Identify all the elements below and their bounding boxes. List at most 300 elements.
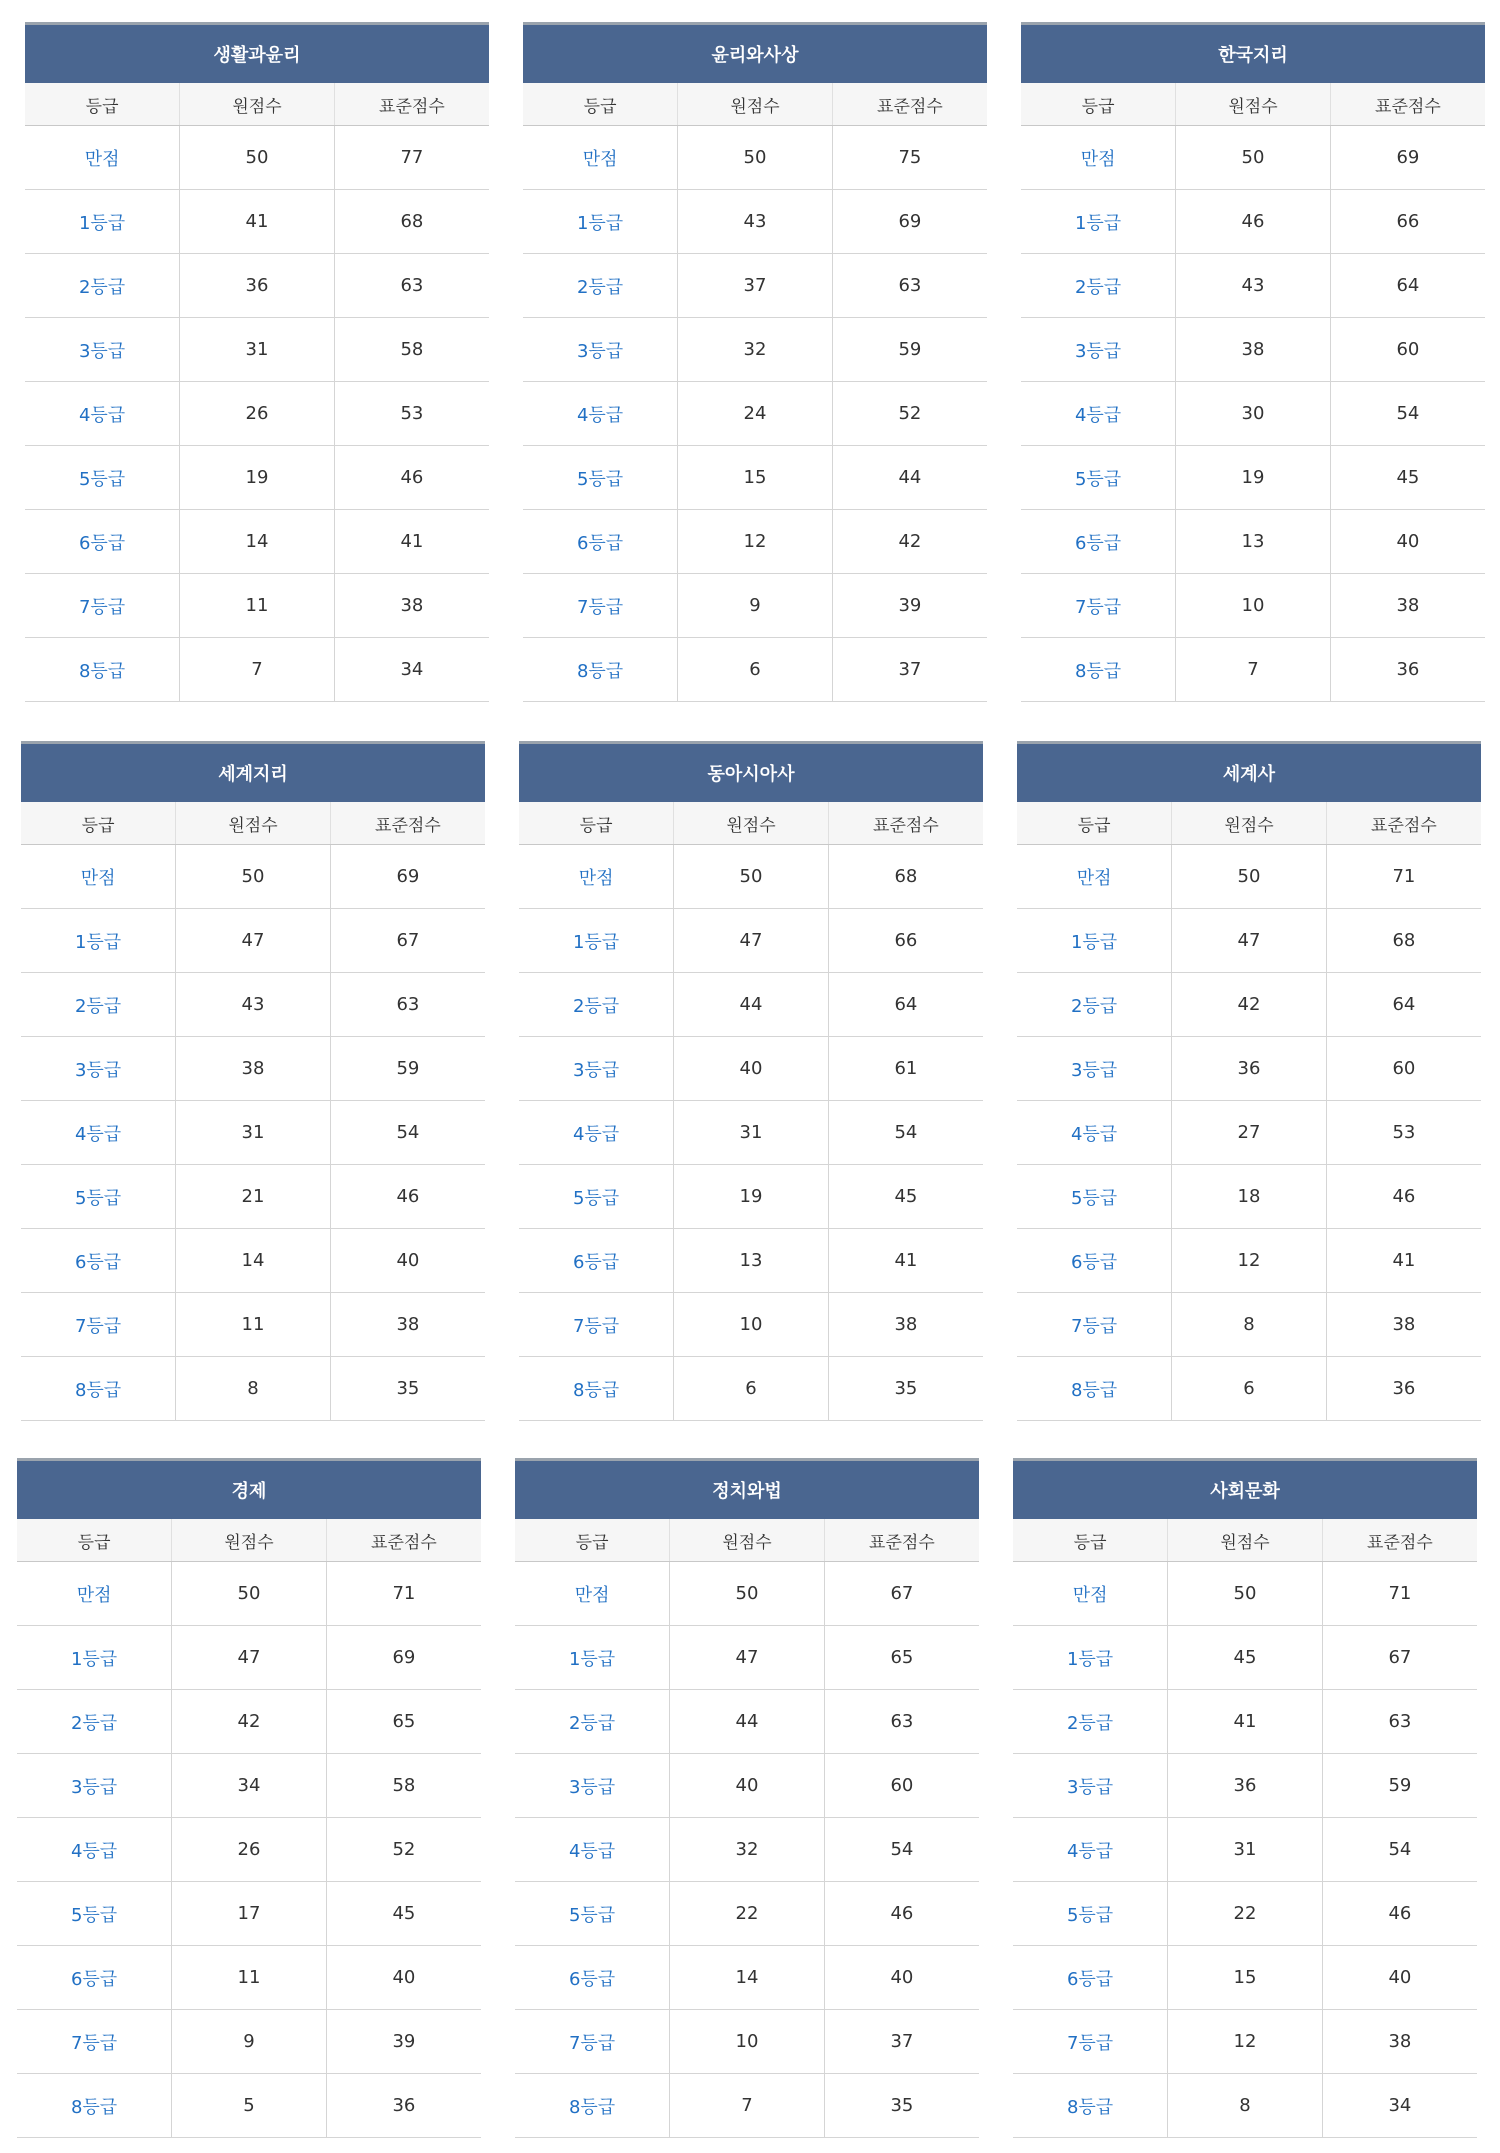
grade-cell: 4등급	[1017, 1101, 1172, 1165]
standard-score-cell: 44	[832, 446, 987, 510]
table-row	[25, 574, 489, 638]
standard-score-column-header: 표준점수	[1326, 802, 1481, 845]
standard-score-cell: 65	[326, 1690, 481, 1754]
grade-cell: 2등급	[21, 973, 176, 1037]
table-row	[21, 1165, 485, 1229]
table-row	[1021, 126, 1485, 190]
grade-cell: 8등급	[25, 638, 180, 702]
subject-title: 세계사	[1017, 743, 1481, 803]
raw-score-cell: 26	[180, 382, 335, 446]
table-row	[1021, 574, 1485, 638]
raw-score-cell: 31	[1168, 1818, 1323, 1882]
raw-score-cell: 19	[180, 446, 335, 510]
raw-score-cell: 17	[172, 1882, 327, 1946]
grade-cell: 8등급	[1017, 1357, 1172, 1421]
score-table	[17, 1458, 481, 2138]
standard-score-cell: 40	[326, 1946, 481, 2010]
grade-cell: 만점	[523, 126, 678, 190]
score-table	[515, 1458, 979, 2138]
raw-score-cell: 12	[1172, 1229, 1327, 1293]
table-row	[21, 973, 485, 1037]
standard-score-column-header: 표준점수	[824, 1519, 979, 1562]
table-row	[21, 909, 485, 973]
raw-score-cell: 50	[1168, 1562, 1323, 1626]
grade-cell: 7등급	[1013, 2010, 1168, 2074]
subject-title-row	[1017, 743, 1481, 803]
grade-cell: 6등급	[17, 1946, 172, 2010]
standard-score-cell: 39	[832, 574, 987, 638]
table-row	[523, 254, 987, 318]
standard-score-cell: 40	[1330, 510, 1485, 574]
standard-score-cell: 63	[330, 973, 485, 1037]
standard-score-column-header: 표준점수	[326, 1519, 481, 1562]
grade-cell: 1등급	[17, 1626, 172, 1690]
table-row	[523, 190, 987, 254]
score-table	[21, 741, 485, 1421]
raw-score-column-header: 원점수	[1168, 1519, 1323, 1562]
grade-cell: 2등급	[1021, 254, 1176, 318]
grade-cell: 4등급	[1013, 1818, 1168, 1882]
column-header-row	[25, 83, 489, 126]
grade-cell: 만점	[515, 1562, 670, 1626]
raw-score-cell: 22	[670, 1882, 825, 1946]
raw-score-cell: 50	[1176, 126, 1331, 190]
table-row	[17, 2074, 481, 2138]
table-row	[25, 254, 489, 318]
grade-column-header: 등급	[21, 802, 176, 845]
table-row	[25, 318, 489, 382]
standard-score-cell: 77	[334, 126, 489, 190]
standard-score-cell: 67	[330, 909, 485, 973]
subject-title-row	[523, 24, 987, 84]
standard-score-cell: 66	[1330, 190, 1485, 254]
raw-score-cell: 47	[172, 1626, 327, 1690]
raw-score-cell: 32	[678, 318, 833, 382]
table-row	[515, 1946, 979, 2010]
standard-score-cell: 69	[1330, 126, 1485, 190]
grade-cell: 1등급	[523, 190, 678, 254]
grade-cell: 7등급	[17, 2010, 172, 2074]
standard-score-cell: 46	[1326, 1165, 1481, 1229]
score-table	[1017, 741, 1481, 1421]
table-row	[25, 126, 489, 190]
standard-score-cell: 68	[334, 190, 489, 254]
raw-score-cell: 22	[1168, 1882, 1323, 1946]
standard-score-cell: 71	[1326, 845, 1481, 909]
table-row	[523, 318, 987, 382]
table-row	[523, 126, 987, 190]
raw-score-cell: 21	[176, 1165, 331, 1229]
raw-score-column-header: 원점수	[180, 83, 335, 126]
table-row	[1013, 1946, 1477, 2010]
table-row	[1013, 1754, 1477, 1818]
table-row	[1013, 1562, 1477, 1626]
standard-score-cell: 65	[824, 1626, 979, 1690]
standard-score-cell: 63	[824, 1690, 979, 1754]
grade-cell: 3등급	[523, 318, 678, 382]
raw-score-cell: 36	[180, 254, 335, 318]
table-row	[1013, 1626, 1477, 1690]
table-row	[515, 1882, 979, 1946]
standard-score-cell: 68	[828, 845, 983, 909]
raw-score-cell: 11	[172, 1946, 327, 2010]
grade-cell: 6등급	[515, 1946, 670, 2010]
grade-cell: 만점	[1017, 845, 1172, 909]
table-row	[1017, 845, 1481, 909]
raw-score-cell: 32	[670, 1818, 825, 1882]
grade-cell: 만점	[25, 126, 180, 190]
raw-score-cell: 42	[1172, 973, 1327, 1037]
table-row	[17, 1562, 481, 1626]
table-row	[25, 190, 489, 254]
table-row	[519, 909, 983, 973]
grade-cell: 1등급	[21, 909, 176, 973]
grade-cell: 5등급	[25, 446, 180, 510]
standard-score-cell: 54	[1330, 382, 1485, 446]
grade-cell: 6등급	[1013, 1946, 1168, 2010]
table-row	[519, 845, 983, 909]
table-row	[523, 446, 987, 510]
raw-score-cell: 14	[176, 1229, 331, 1293]
table-row	[1017, 973, 1481, 1037]
table-row	[1017, 1357, 1481, 1421]
standard-score-cell: 64	[828, 973, 983, 1037]
raw-score-column-header: 원점수	[1176, 83, 1331, 126]
column-header-row	[523, 83, 987, 126]
table-row	[1017, 1229, 1481, 1293]
raw-score-cell: 30	[1176, 382, 1331, 446]
raw-score-cell: 42	[172, 1690, 327, 1754]
grade-cell: 5등급	[515, 1882, 670, 1946]
standard-score-column-header: 표준점수	[828, 802, 983, 845]
standard-score-cell: 34	[334, 638, 489, 702]
raw-score-cell: 50	[1172, 845, 1327, 909]
grade-cell: 6등급	[523, 510, 678, 574]
subject-title-row	[519, 743, 983, 803]
raw-score-cell: 11	[180, 574, 335, 638]
raw-score-column-header: 원점수	[1172, 802, 1327, 845]
grade-cell: 7등급	[519, 1293, 674, 1357]
grade-cell: 2등급	[523, 254, 678, 318]
grade-cell: 7등급	[25, 574, 180, 638]
grade-cell: 2등급	[1017, 973, 1172, 1037]
column-header-row	[21, 802, 485, 845]
grade-column-header: 등급	[1021, 83, 1176, 126]
table-row	[1021, 254, 1485, 318]
table-row	[519, 1165, 983, 1229]
raw-score-cell: 8	[1168, 2074, 1323, 2138]
standard-score-cell: 52	[326, 1818, 481, 1882]
standard-score-cell: 46	[330, 1165, 485, 1229]
grade-cell: 4등급	[17, 1818, 172, 1882]
standard-score-cell: 41	[1326, 1229, 1481, 1293]
grade-cell: 5등급	[1013, 1882, 1168, 1946]
table-row	[17, 1626, 481, 1690]
subject-title: 한국지리	[1021, 24, 1485, 84]
subject-title: 세계지리	[21, 743, 485, 803]
standard-score-cell: 67	[824, 1562, 979, 1626]
raw-score-cell: 24	[678, 382, 833, 446]
column-header-row	[515, 1519, 979, 1562]
raw-score-column-header: 원점수	[176, 802, 331, 845]
grade-cell: 1등급	[1017, 909, 1172, 973]
standard-score-cell: 69	[330, 845, 485, 909]
grade-cell: 만점	[17, 1562, 172, 1626]
grade-cell: 만점	[21, 845, 176, 909]
standard-score-cell: 59	[832, 318, 987, 382]
raw-score-cell: 36	[1172, 1037, 1327, 1101]
score-table	[519, 741, 983, 1421]
raw-score-cell: 50	[176, 845, 331, 909]
standard-score-cell: 41	[828, 1229, 983, 1293]
table-row	[515, 2074, 979, 2138]
grade-cell: 4등급	[515, 1818, 670, 1882]
standard-score-cell: 58	[326, 1754, 481, 1818]
grade-cell: 3등급	[25, 318, 180, 382]
table-row	[17, 1690, 481, 1754]
standard-score-cell: 61	[828, 1037, 983, 1101]
standard-score-cell: 54	[1322, 1818, 1477, 1882]
table-row	[1013, 1882, 1477, 1946]
raw-score-column-header: 원점수	[172, 1519, 327, 1562]
subject-title-row	[515, 1460, 979, 1520]
standard-score-cell: 40	[1322, 1946, 1477, 2010]
standard-score-cell: 52	[832, 382, 987, 446]
standard-score-cell: 54	[828, 1101, 983, 1165]
grade-cell: 6등급	[519, 1229, 674, 1293]
table-row	[1017, 1293, 1481, 1357]
raw-score-cell: 43	[678, 190, 833, 254]
raw-score-cell: 9	[172, 2010, 327, 2074]
standard-score-cell: 45	[1330, 446, 1485, 510]
table-row	[1013, 1818, 1477, 1882]
raw-score-cell: 44	[674, 973, 829, 1037]
grade-cell: 7등급	[1017, 1293, 1172, 1357]
raw-score-cell: 6	[674, 1357, 829, 1421]
raw-score-cell: 19	[674, 1165, 829, 1229]
table-row	[523, 638, 987, 702]
grade-cell: 7등급	[1021, 574, 1176, 638]
standard-score-cell: 69	[832, 190, 987, 254]
standard-score-cell: 46	[824, 1882, 979, 1946]
table-row	[21, 1293, 485, 1357]
table-row	[515, 1754, 979, 1818]
raw-score-cell: 38	[176, 1037, 331, 1101]
standard-score-cell: 38	[1322, 2010, 1477, 2074]
standard-score-cell: 36	[326, 2074, 481, 2138]
standard-score-cell: 67	[1322, 1626, 1477, 1690]
grade-cell: 8등급	[1021, 638, 1176, 702]
raw-score-cell: 10	[670, 2010, 825, 2074]
raw-score-cell: 41	[1168, 1690, 1323, 1754]
grade-cell: 7등급	[515, 2010, 670, 2074]
grade-cell: 7등급	[523, 574, 678, 638]
grade-cell: 1등급	[519, 909, 674, 973]
raw-score-cell: 31	[176, 1101, 331, 1165]
standard-score-cell: 39	[326, 2010, 481, 2074]
standard-score-column-header: 표준점수	[330, 802, 485, 845]
standard-score-cell: 71	[1322, 1562, 1477, 1626]
table-row	[523, 510, 987, 574]
subject-title: 경제	[17, 1460, 481, 1520]
table-row	[17, 1882, 481, 1946]
table-row	[17, 1946, 481, 2010]
column-header-row	[519, 802, 983, 845]
raw-score-cell: 50	[670, 1562, 825, 1626]
table-row	[1017, 909, 1481, 973]
table-row	[1021, 382, 1485, 446]
grade-column-header: 등급	[523, 83, 678, 126]
standard-score-cell: 38	[330, 1293, 485, 1357]
standard-score-cell: 59	[330, 1037, 485, 1101]
grade-cell: 1등급	[25, 190, 180, 254]
table-row	[25, 510, 489, 574]
grade-cell: 3등급	[515, 1754, 670, 1818]
raw-score-cell: 47	[176, 909, 331, 973]
standard-score-cell: 42	[832, 510, 987, 574]
raw-score-cell: 19	[1176, 446, 1331, 510]
raw-score-cell: 11	[176, 1293, 331, 1357]
grade-cell: 3등급	[17, 1754, 172, 1818]
table-row	[1017, 1165, 1481, 1229]
subject-title: 생활과윤리	[25, 24, 489, 84]
grade-column-header: 등급	[1013, 1519, 1168, 1562]
standard-score-cell: 64	[1330, 254, 1485, 318]
raw-score-cell: 9	[678, 574, 833, 638]
standard-score-cell: 40	[824, 1946, 979, 2010]
raw-score-cell: 13	[674, 1229, 829, 1293]
standard-score-cell: 64	[1326, 973, 1481, 1037]
standard-score-cell: 54	[330, 1101, 485, 1165]
raw-score-cell: 14	[180, 510, 335, 574]
raw-score-cell: 50	[180, 126, 335, 190]
subject-title-row	[21, 743, 485, 803]
subject-title: 정치와법	[515, 1460, 979, 1520]
standard-score-cell: 75	[832, 126, 987, 190]
standard-score-cell: 34	[1322, 2074, 1477, 2138]
grade-cell: 3등급	[1017, 1037, 1172, 1101]
table-row	[1021, 446, 1485, 510]
grade-cell: 8등급	[523, 638, 678, 702]
standard-score-cell: 35	[824, 2074, 979, 2138]
table-row	[21, 1101, 485, 1165]
table-row	[21, 1037, 485, 1101]
table-row	[1021, 510, 1485, 574]
standard-score-cell: 36	[1326, 1357, 1481, 1421]
raw-score-cell: 50	[674, 845, 829, 909]
table-row	[519, 1101, 983, 1165]
table-row	[21, 845, 485, 909]
standard-score-cell: 35	[330, 1357, 485, 1421]
raw-score-cell: 43	[176, 973, 331, 1037]
raw-score-cell: 50	[172, 1562, 327, 1626]
grade-cell: 5등급	[21, 1165, 176, 1229]
raw-score-cell: 7	[670, 2074, 825, 2138]
standard-score-cell: 45	[326, 1882, 481, 1946]
raw-score-cell: 7	[180, 638, 335, 702]
standard-score-cell: 60	[1330, 318, 1485, 382]
standard-score-cell: 38	[1326, 1293, 1481, 1357]
standard-score-cell: 36	[1330, 638, 1485, 702]
column-header-row	[1013, 1519, 1477, 1562]
grade-cell: 5등급	[17, 1882, 172, 1946]
raw-score-cell: 37	[678, 254, 833, 318]
standard-score-cell: 46	[1322, 1882, 1477, 1946]
standard-score-cell: 41	[334, 510, 489, 574]
raw-score-cell: 6	[1172, 1357, 1327, 1421]
subject-title-row	[1013, 1460, 1477, 1520]
subject-title-row	[25, 24, 489, 84]
grade-cell: 1등급	[1021, 190, 1176, 254]
raw-score-cell: 43	[1176, 254, 1331, 318]
grade-cell: 6등급	[25, 510, 180, 574]
raw-score-cell: 31	[674, 1101, 829, 1165]
grade-cell: 4등급	[21, 1101, 176, 1165]
grade-cell: 4등급	[1021, 382, 1176, 446]
raw-score-cell: 12	[1168, 2010, 1323, 2074]
grade-cell: 4등급	[519, 1101, 674, 1165]
table-row	[17, 1818, 481, 1882]
subject-title-row	[17, 1460, 481, 1520]
grade-cell: 8등급	[519, 1357, 674, 1421]
table-row	[1021, 638, 1485, 702]
table-row	[1013, 2010, 1477, 2074]
standard-score-cell: 37	[832, 638, 987, 702]
raw-score-cell: 14	[670, 1946, 825, 2010]
standard-score-column-header: 표준점수	[832, 83, 987, 126]
table-row	[515, 1818, 979, 1882]
raw-score-cell: 47	[670, 1626, 825, 1690]
subject-title-row	[1021, 24, 1485, 84]
subject-title: 동아시아사	[519, 743, 983, 803]
raw-score-cell: 40	[670, 1754, 825, 1818]
table-row	[1013, 2074, 1477, 2138]
grade-cell: 6등급	[1021, 510, 1176, 574]
standard-score-cell: 63	[334, 254, 489, 318]
table-row	[25, 638, 489, 702]
grade-cell: 8등급	[17, 2074, 172, 2138]
column-header-row	[1021, 83, 1485, 126]
raw-score-cell: 8	[176, 1357, 331, 1421]
table-row	[519, 1229, 983, 1293]
score-table	[1021, 22, 1485, 702]
standard-score-cell: 38	[334, 574, 489, 638]
standard-score-cell: 69	[326, 1626, 481, 1690]
table-row	[519, 973, 983, 1037]
column-header-row	[17, 1519, 481, 1562]
grade-cell: 6등급	[21, 1229, 176, 1293]
raw-score-cell: 12	[678, 510, 833, 574]
grade-cell: 1등급	[515, 1626, 670, 1690]
table-row	[1021, 318, 1485, 382]
subject-title: 사회문화	[1013, 1460, 1477, 1520]
table-row	[1017, 1101, 1481, 1165]
standard-score-cell: 38	[828, 1293, 983, 1357]
raw-score-cell: 5	[172, 2074, 327, 2138]
table-row	[519, 1357, 983, 1421]
table-row	[523, 382, 987, 446]
table-row	[515, 1690, 979, 1754]
grade-cell: 3등급	[1013, 1754, 1168, 1818]
standard-score-cell: 66	[828, 909, 983, 973]
standard-score-cell: 40	[330, 1229, 485, 1293]
table-row	[515, 1626, 979, 1690]
table-row	[1013, 1690, 1477, 1754]
grade-cell: 2등급	[25, 254, 180, 318]
grade-column-header: 등급	[25, 83, 180, 126]
raw-score-cell: 10	[1176, 574, 1331, 638]
score-table	[523, 22, 987, 702]
